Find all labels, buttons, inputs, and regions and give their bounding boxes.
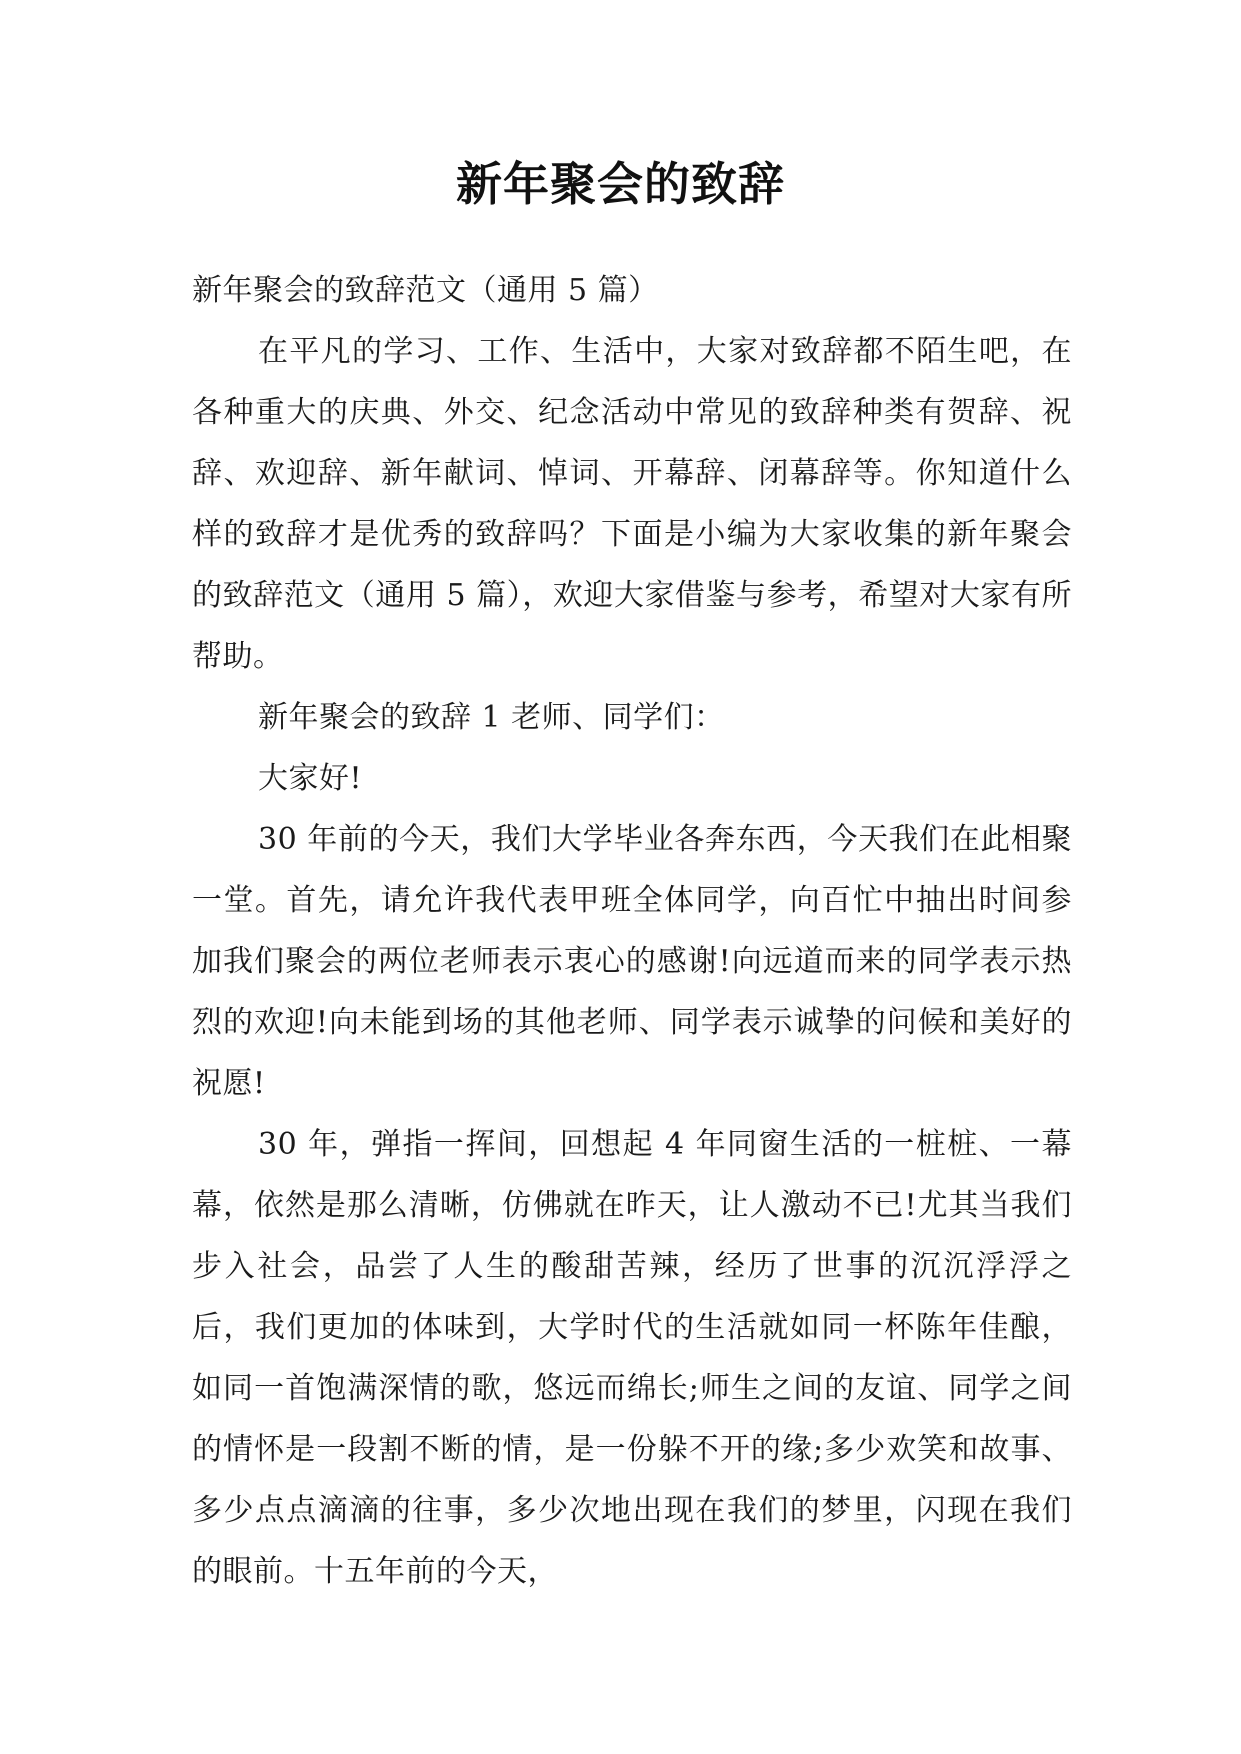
paragraph-greeting: 大家好! bbox=[258, 761, 363, 796]
document-body bbox=[192, 260, 1072, 1602]
paragraph-body-2: 30 年，弹指一挥间，回想起 4 年同窗生活的一桩桩、一幕幕，依然是那么清晰，仿佛就在昨天，让人激动不已!尤其当我们步入社会，品尝了人生的酸甜苦辣，经历了世事的沉沉浮浮之后，我们更加的体味到，大学时代的生活就如同一杯陈年佳酿，如同一首饱满深情的歌，悠远而绵长;师生之间的友谊、同学之间的情怀是一段割不断的情，是一份躲不开的缘;多少欢笑和故事、多少点点滴滴的往事，多少次地出现在我们的梦里，闪现在我们的眼前。十五年前的今天， bbox=[192, 1127, 1072, 1589]
paragraph-subtitle: 新年聚会的致辞范文（通用 5 篇） bbox=[192, 273, 659, 308]
paragraph-body-1: 30 年前的今天，我们大学毕业各奔东西，今天我们在此相聚一堂。首先，请允许我代表甲班全体同学，向百忙中抽出时间参加我们聚会的两位老师表示衷心的感谢!向远道而来的同学表示热烈的欢迎!向未能到场的其他老师、同学表示诚挚的问候和美好的祝愿! bbox=[192, 822, 1072, 1101]
paragraph-speech-heading: 新年聚会的致辞 1 老师、同学们： bbox=[258, 700, 725, 735]
paragraph-intro: 在平凡的学习、工作、生活中，大家对致辞都不陌生吧，在各种重大的庆典、外交、纪念活动中常见的致辞种类有贺辞、祝辞、欢迎辞、新年献词、悼词、开幕辞、闭幕辞等。你知道什么样的致辞才是优秀的致辞吗？下面是小编为大家收集的新年聚会的致辞范文（通用 5 篇），欢迎大家借鉴与参考，希望对大家有所帮助。 bbox=[192, 334, 1072, 674]
document-title: 新年聚会的致辞 bbox=[456, 157, 785, 211]
